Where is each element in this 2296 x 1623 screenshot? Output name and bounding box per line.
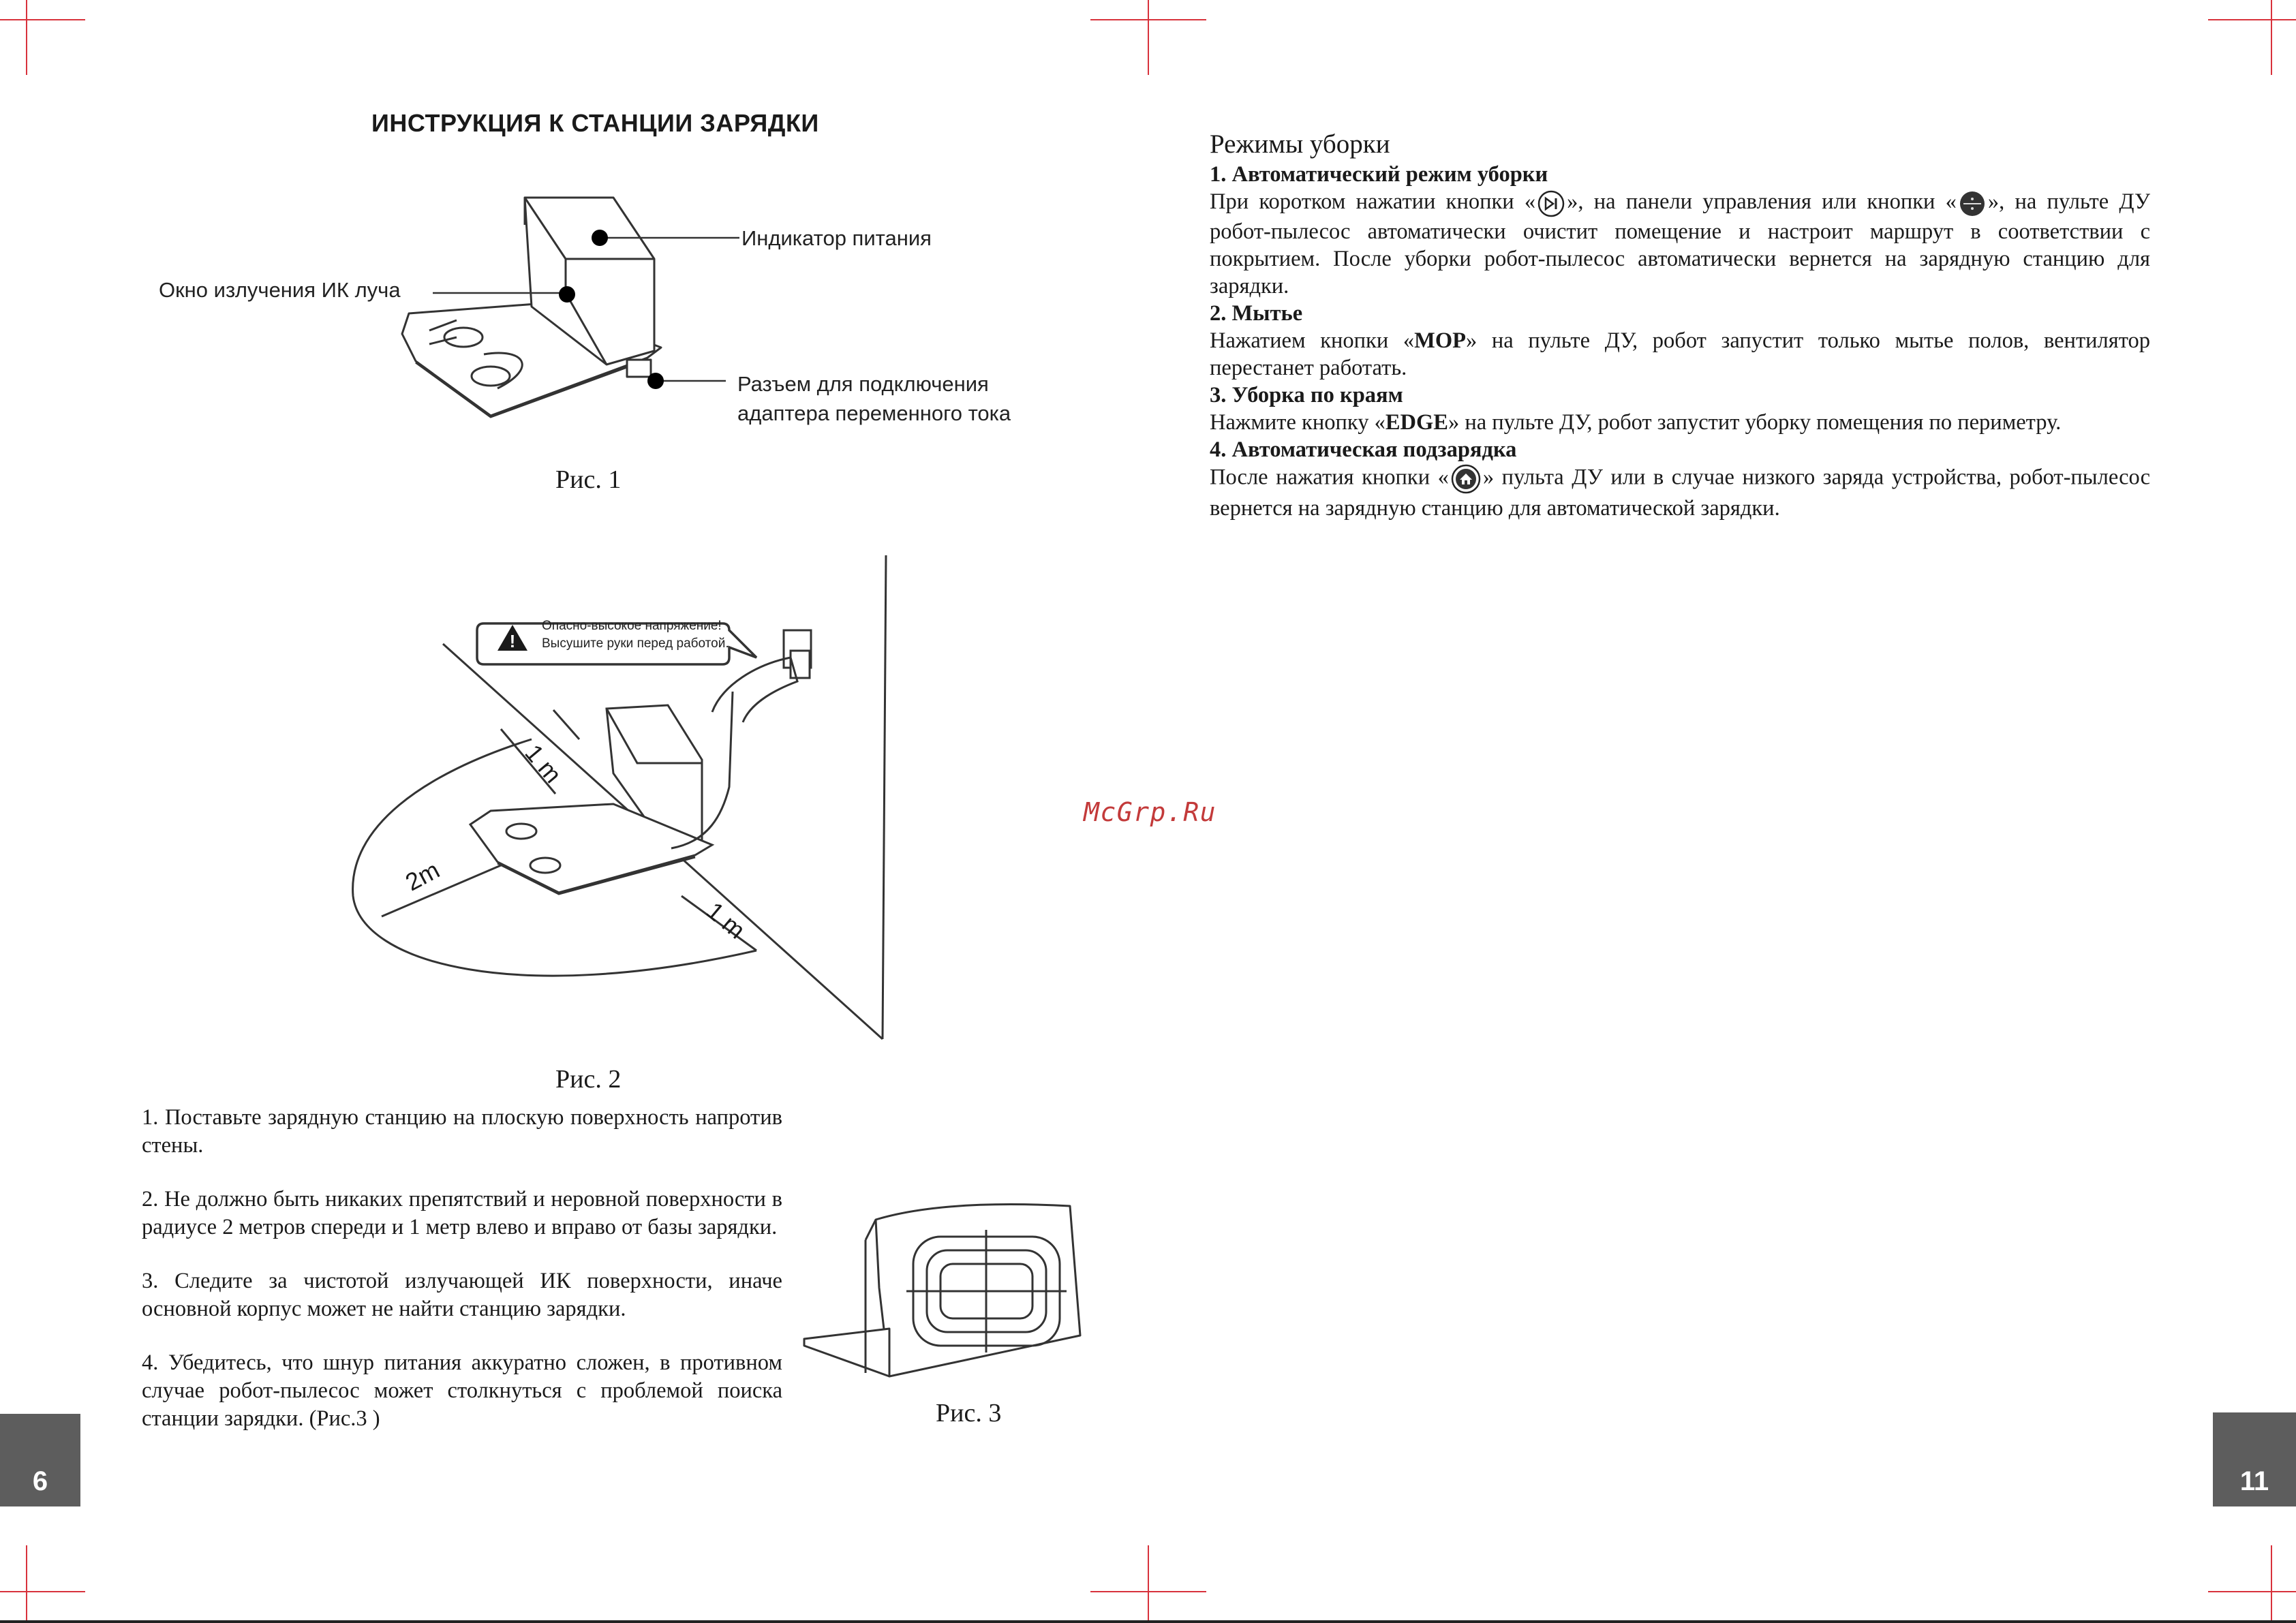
step-2: 2. Не должно быть никаких препятствий и неровной поверхности в радиусе 2 метров спереди и 1 метр влево и вправо от базы зарядки. bbox=[142, 1187, 782, 1239]
mode-3-title: 3. Уборка по краям bbox=[1210, 382, 1403, 407]
callout-ir-window: Окно излучения ИК луча bbox=[159, 278, 401, 302]
mode-2-title: 2. Мытье bbox=[1210, 300, 1303, 326]
cleaning-modes bbox=[1210, 128, 2150, 522]
figure-1-caption: Рис. 1 bbox=[555, 465, 622, 494]
page-title: ИНСТРУКЦИЯ К СТАНЦИИ ЗАРЯДКИ bbox=[371, 109, 819, 137]
modes-heading: Режимы уборки bbox=[1210, 129, 1390, 159]
home-dock-icon bbox=[1449, 463, 1483, 495]
figure-2-caption: Рис. 2 bbox=[555, 1065, 622, 1094]
step-4: 4. Убедитесь, что шнур питания аккуратно сложен, в противном случае робот-пылесос может столкнуться с проблемой поиска станции зарядки. (Рис.3 ) bbox=[142, 1350, 782, 1431]
svg-text:!: ! bbox=[509, 631, 516, 651]
warning-label bbox=[542, 617, 729, 653]
mode-1-title: 1. Автоматический режим уборки bbox=[1210, 162, 1548, 187]
step-3: 3. Следите за чистотой излучающей ИК поверхности, иначе основной корпус может не найти станцию зарядки. bbox=[142, 1269, 782, 1321]
warning-line-1: Опасно-высокое напряжение! bbox=[542, 619, 722, 633]
figure-3-station-rear bbox=[801, 1199, 1087, 1390]
mop-key: MOP bbox=[1414, 328, 1466, 353]
ir-window-dot bbox=[559, 286, 575, 303]
mode-3-text: Нажмите кнопку «EDGE» на пульте ДУ, робот запустит уборку помещения по периметру. bbox=[1210, 409, 2062, 435]
play-pause-icon bbox=[1535, 189, 1567, 218]
connector-dot bbox=[647, 373, 664, 389]
power-indicator-dot bbox=[592, 230, 608, 246]
callout-connector-line1: Разъем для подключения bbox=[737, 372, 989, 396]
mode-4-title: 4. Автоматическая подзарядка bbox=[1210, 437, 1517, 462]
installation-steps bbox=[142, 1104, 782, 1459]
figure-3-caption: Рис. 3 bbox=[936, 1399, 1002, 1427]
step-1: 1. Поставьте зарядную станцию на плоскую поверхность напротив стены. bbox=[142, 1105, 782, 1158]
dimension-right-1m: 1 m bbox=[701, 896, 751, 944]
dimension-2m: 2m bbox=[401, 855, 444, 897]
mode-4-text: После нажатия кнопки « » пульта ДУ или в случае низкого заряда устройства, робот-пылесос вернется на зарядную станцию для автоматической зарядки. bbox=[1210, 463, 2150, 522]
callout-connector-line2: адаптера переменного тока bbox=[737, 401, 1011, 425]
edge-key: EDGE bbox=[1385, 409, 1448, 435]
callout-power-indicator: Индикатор питания bbox=[741, 226, 932, 250]
mode-2-text: Нажатием кнопки «MOP» на пульте ДУ, робот запустит только мытье полов, вентилятор перестанет работать. bbox=[1210, 328, 2150, 380]
auto-clean-icon bbox=[1957, 189, 1988, 218]
watermark: McGrp.Ru bbox=[1084, 797, 1217, 827]
bottom-rule bbox=[0, 1620, 2296, 1623]
dimension-left-1m: 1 m bbox=[519, 739, 568, 788]
mode-1-text: При коротком нажатии кнопки « », на панели управления или кнопки « », на пульте ДУ робот-пылесос автоматически очистит помещение и настроит маршрут в соответствии с покрытием. После уборки робот-пылесос автоматически вернется на зарядную станцию для зарядки. bbox=[1210, 189, 2150, 298]
page-number-right: 11 bbox=[2213, 1412, 2296, 1506]
callout-connector bbox=[737, 369, 1011, 428]
warning-line-2: Высушите руки перед работой. bbox=[542, 636, 729, 651]
page-number-left: 6 bbox=[0, 1414, 80, 1506]
